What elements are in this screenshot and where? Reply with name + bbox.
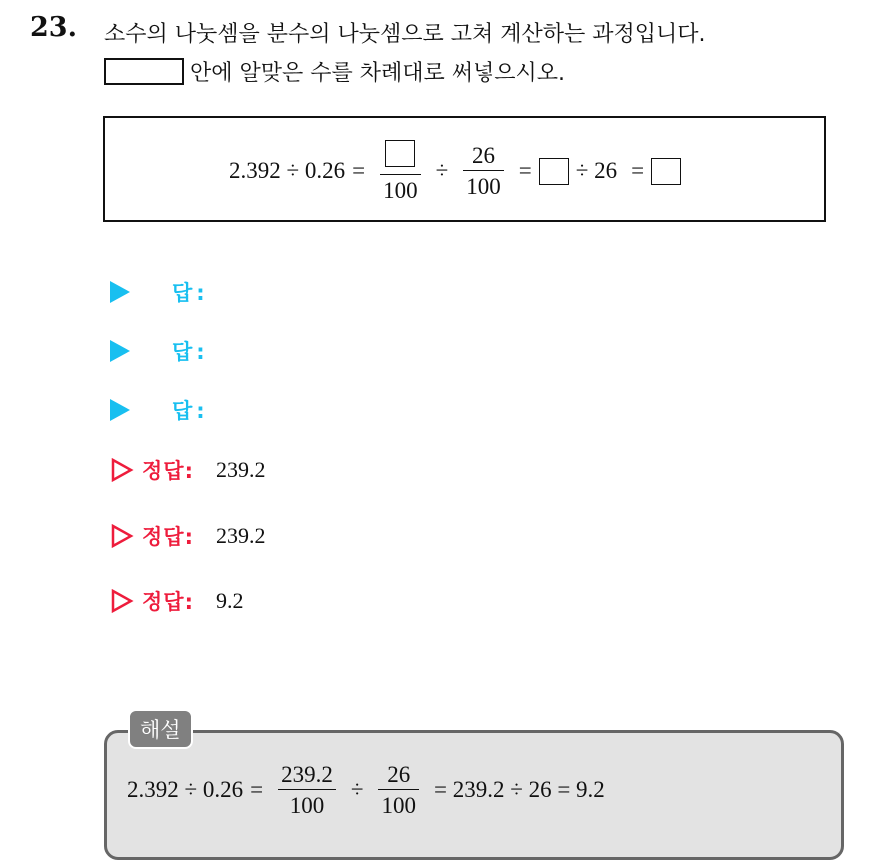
problem-box (103, 116, 826, 222)
correct-label: 정답: (142, 525, 194, 549)
answer-blank-3[interactable] (651, 158, 681, 185)
play-marker-icon (110, 340, 130, 362)
explanation-fraction-1 (278, 763, 336, 817)
outline-triangle-icon (110, 458, 134, 482)
answer-row-1[interactable] (110, 277, 209, 307)
blank-box-icon (104, 58, 184, 85)
question-number: 23. (30, 12, 77, 43)
correct-value: 239.2 (215, 457, 266, 482)
divide-26: ÷ 26 (575, 158, 618, 183)
explanation-fraction-1-numerator: 239.2 (281, 762, 333, 787)
equals-sign-3: = (631, 158, 645, 183)
outline-triangle-icon (110, 589, 134, 613)
question-text-line1: 소수의 나눗셈을 분수의 나눗셈으로 고쳐 계산하는 과정입니다. (104, 22, 706, 47)
play-marker-icon (110, 281, 130, 303)
explanation-fraction-2-numerator: 26 (387, 762, 411, 787)
fraction-1 (380, 140, 421, 202)
answer-row-3[interactable] (110, 395, 209, 425)
play-marker-icon (110, 399, 130, 421)
question-text-line2-row (104, 56, 565, 87)
answer-label: 답: (172, 399, 209, 423)
explanation-rest: = 239.2 ÷ 26 = 9.2 (433, 777, 605, 802)
equals-sign: = (352, 158, 366, 183)
correct-answer-row-1 (110, 455, 265, 485)
correct-label: 정답: (142, 590, 194, 614)
answer-blank-1[interactable] (385, 140, 415, 167)
divide-sign: ÷ (350, 777, 364, 802)
correct-value: 9.2 (215, 588, 244, 613)
explanation-lhs: 2.392 ÷ 0.26 (127, 777, 244, 802)
question-text-line2: 안에 알맞은 수를 차례대로 써넣으시오. (190, 61, 565, 86)
problem-equation (229, 140, 681, 202)
explanation-box (104, 730, 844, 860)
explanation-fraction-2-denominator: 100 (381, 793, 416, 818)
equals-sign-2: = (518, 158, 532, 183)
fraction-2 (463, 144, 504, 198)
outline-triangle-icon (110, 524, 134, 548)
explanation-tag: 해설 (128, 709, 193, 749)
answer-row-2[interactable] (110, 336, 209, 366)
correct-answer-row-3 (110, 586, 243, 616)
fraction-2-denominator: 100 (466, 174, 501, 199)
answer-label: 답: (172, 340, 209, 364)
correct-label: 정답: (142, 459, 194, 483)
correct-answer-row-2 (110, 521, 265, 551)
explanation-fraction-2 (378, 763, 419, 817)
correct-value: 239.2 (215, 523, 266, 548)
fraction-1-denominator: 100 (383, 178, 418, 203)
explanation-equation (127, 763, 612, 817)
explanation-fraction-1-denominator: 100 (289, 793, 325, 818)
fraction-2-numerator: 26 (471, 143, 495, 168)
problem-lhs: 2.392 ÷ 0.26 (229, 158, 346, 183)
equals-sign: = (250, 777, 264, 802)
answer-label: 답: (172, 281, 209, 305)
answer-blank-2[interactable] (539, 158, 569, 185)
divide-sign: ÷ (435, 158, 449, 183)
